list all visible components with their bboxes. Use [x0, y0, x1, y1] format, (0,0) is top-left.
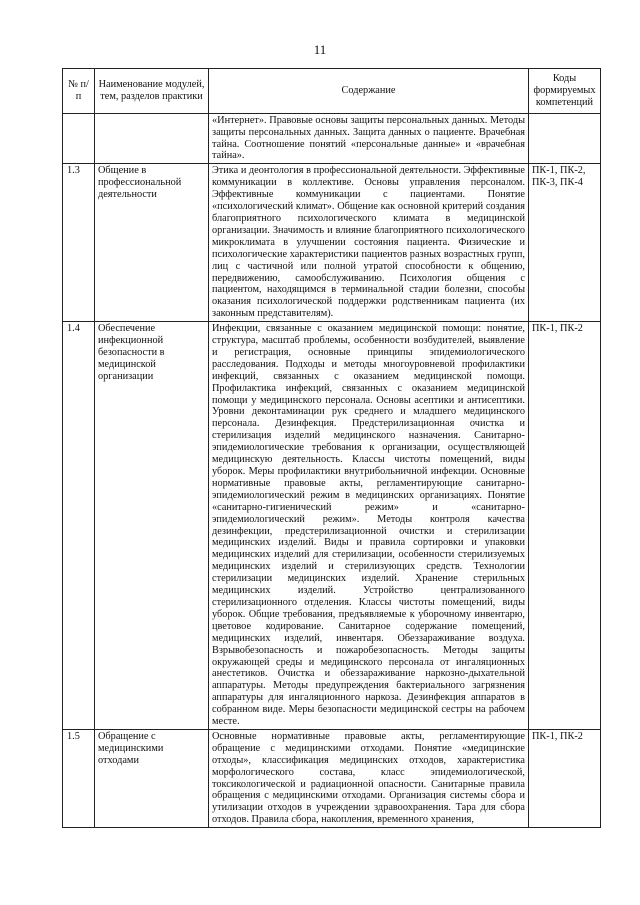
table-row	[63, 113, 601, 164]
row-num: 1.3	[63, 164, 95, 322]
header-codes: Коды формируемых компетенций	[529, 69, 601, 114]
row-content: «Интернет». Правовые основы защиты персональных данных. Методы защиты персональных данных. Защита данных о пациенте. Врачебная тайна. Соотношение понятий «персональные данные» и «врачебная тайна».	[209, 113, 529, 164]
row-content: Основные нормативные правовые акты, регламентирующие обращение с медицинскими отходами. Понятие «медицинские отходы», классификация медицинских отходов, характеристика морфологического состава, класс эпидемиологической, токсикологической и радиационной опасности. Санитарные правила обращения с медицинскими отходами. Организация системы сбора и утилизации отходов в учреждении здравоохранения. Тара для сбора отходов. Правила сбора, накопления, временного хранения,	[209, 729, 529, 827]
table-header-row	[63, 69, 601, 114]
row-codes: ПК-1, ПК-2, ПК-3, ПК-4	[529, 164, 601, 322]
row-num: 1.4	[63, 322, 95, 730]
row-content: Этика и деонтология в профессиональной деятельности. Эффективные коммуникации в коллективе. Основы управления персоналом. Эффективные коммуникации с пациентами. Понятие «психологический климат». Общение как основной критерий создания благоприятного психологического климата в медицинской организации. Значимость и влияние благоприятного психологического микроклимата в улучшении состояния пациента. Физические и психологические характеристики пациентов разных возрастных групп, лиц с частичной или полной утратой способности к общению, передвижению, самообслуживанию. Психология общения с пациентом, находящимся в терминальной стадии болезни, способы оказания психологической поддержки родственникам пациента (их законным представителям).	[209, 164, 529, 322]
row-codes	[529, 113, 601, 164]
header-num: № п/п	[63, 69, 95, 114]
page-number: 11	[313, 42, 327, 57]
row-num	[63, 113, 95, 164]
row-codes: ПК-1, ПК-2	[529, 729, 601, 827]
row-num: 1.5	[63, 729, 95, 827]
table-row	[63, 729, 601, 827]
row-name: Общение в профессиональной деятельности	[95, 164, 209, 322]
header-content: Содержание	[209, 69, 529, 114]
table-row	[63, 322, 601, 730]
table-row	[63, 164, 601, 322]
row-content: Инфекции, связанные с оказанием медицинской помощи: понятие, структура, масштаб проблемы, особенности возбудителей, выявление и регистрация, основные принципы эпидемиологического расследования. Подходы и методы многоуровневой профилактики инфекций, связанных с оказанием медицинской помощи. Профилактика инфекций, связанных с оказанием медицинской помощи у медицинского персонала. Основы асептики и антисептики. Уровни деконтаминации рук среднего и младшего медицинского персонала. Дезинфекция. Предстерилизационная очистка и стерилизация изделий медицинского назначения. Санитарно-эпидемиологические требования к организации, осуществляющей медицинскую деятельность. Классы чистоты помещений, виды уборок. Меры профилактики внутрибольничной инфекции. Основные нормативные правовые акты, регламентирующие санитарно-эпидемиологический режим в медицинских организациях. Понятие «санитарно-гигиенический режим» и «санитарно-эпидемиологический режим». Методы контроля качества дезинфекции, предстерилизационной очистки и стерилизации медицинских изделий. Виды и правила сортировки и упаковки медицинских изделий для стерилизации, особенности стерилизуемых медицинских изделий и стерилизующих средств. Технологии стерилизации медицинских изделий. Хранение стерильных медицинских изделий. Устройство централизованного стерилизационного отделения. Классы чистоты помещений, виды уборок. Общие требования, предъявляемые к уборочному инвентарю, цветовое кодирование. Санитарное содержание помещений, медицинских изделий, инвентаря. Обеззараживание воздуха. Взрывобезопасность и пожаробезопасность. Методы защиты окружающей среды и медицинского персонала от ингаляционных анестетиков. Очистка и обеззараживание наркозно-дыхательной аппаратуры. Методы предупреждения бактериального загрязнения аппаратуры для ингаляционного наркоза. Дезинфекция аппаратов в собранном виде. Меры безопасности медицинской сестры на рабочем месте.	[209, 322, 529, 730]
header-name: Наименование модулей, тем, разделов практики	[95, 69, 209, 114]
row-codes: ПК-1, ПК-2	[529, 322, 601, 730]
row-name	[95, 113, 209, 164]
row-name: Обращение с медицинскими отходами	[95, 729, 209, 827]
row-name: Обеспечение инфекционной безопасности в медицинской организации	[95, 322, 209, 730]
curriculum-table	[62, 68, 601, 828]
